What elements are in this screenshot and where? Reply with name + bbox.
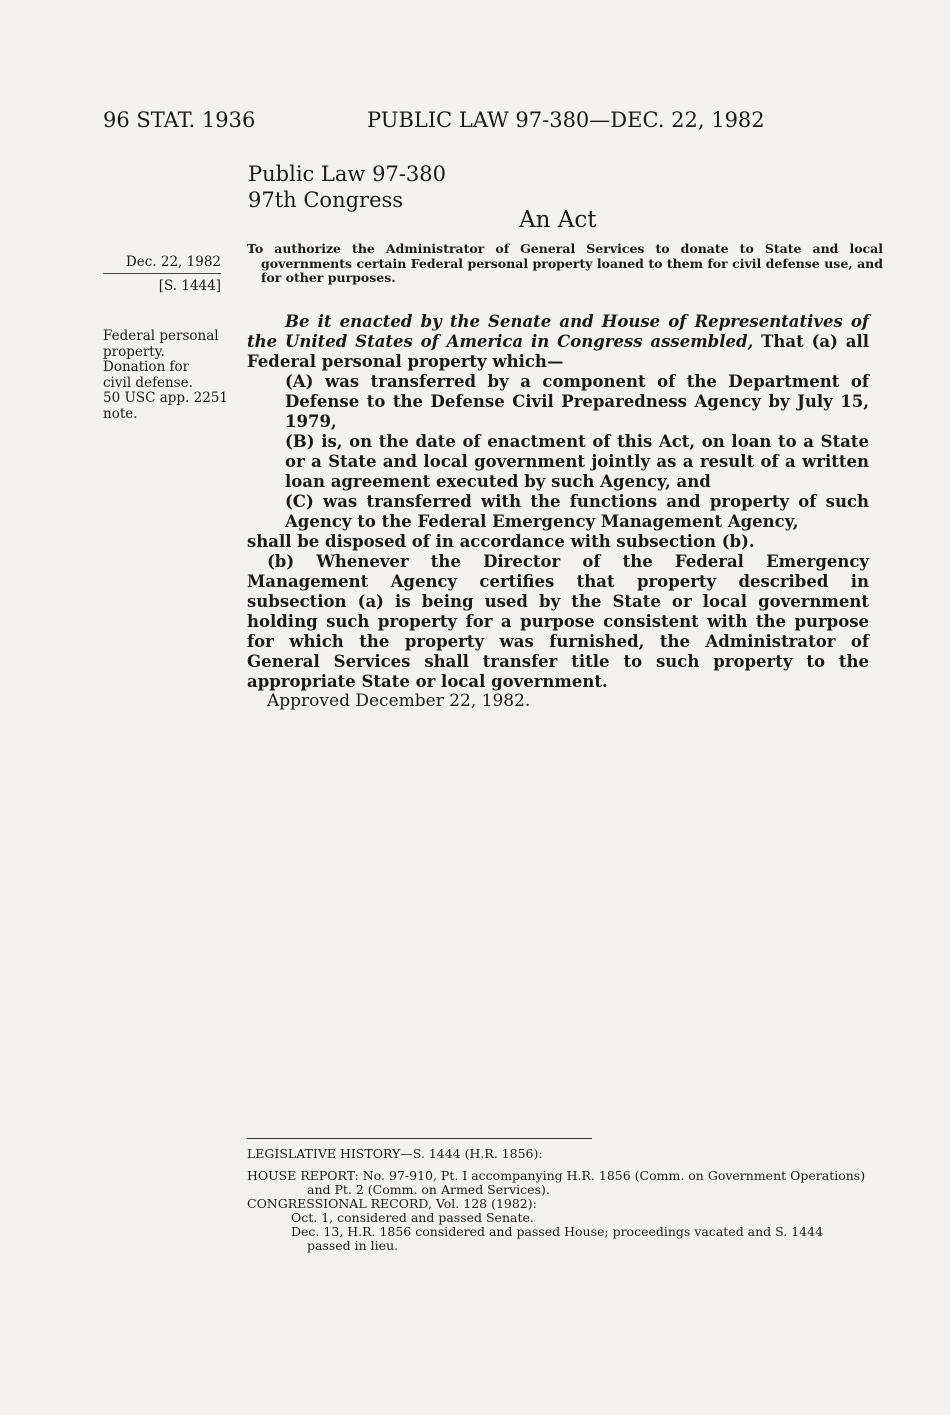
enactment-date: Dec. 22, 1982	[103, 254, 221, 274]
congressional-record: CONGRESSIONAL RECORD, Vol. 128 (1982):	[247, 1196, 537, 1211]
enacting-clause	[247, 312, 869, 372]
margin-note: 50 USC app. 2251	[103, 390, 228, 406]
margin-date-block	[103, 254, 221, 294]
clause-c: (C) was transferred with the functions and property of such Agency to the Federal Emergency Management Agency,	[285, 492, 869, 531]
margin-note: note.	[103, 405, 138, 422]
congress-number: 97th Congress	[248, 188, 404, 212]
legislative-history	[247, 1138, 869, 1253]
record-entry: Dec. 13, H.R. 1856 considered and passed House; proceedings vacated and S. 1444 passed in lieu.	[291, 1224, 824, 1253]
law-title-block	[248, 161, 446, 213]
margin-notes	[103, 329, 233, 422]
enacting-formula: Be it enacted by the Senate and House of Representatives of the United States of America in Congress assembled,	[247, 312, 869, 351]
clause-a: (A) was transferred by a component of the Department of Defense to the Defense Civil Preparedness Agency by July 15, 1979,	[285, 372, 869, 431]
margin-note: Donation for	[103, 359, 190, 375]
house-report: HOUSE REPORT: No. 97-910, Pt. I accompanying H.R. 1856 (Comm. on Government Operations) and Pt. 2 (Comm. on Armed Services).	[247, 1168, 866, 1197]
subsection-b: (b) Whenever the Director of the Federal Emergency Management Agency certifies that property described in subsection (a) is being used by the State or local government holding such property for a purpose consistent with the purpose for which the property was furnished, the Administrator of General Services shall transfer title to such property to the appropriate State or local government.	[247, 552, 869, 691]
record-entry: Oct. 1, considered and passed Senate.	[291, 1210, 534, 1225]
act-title: An Act	[519, 207, 597, 233]
section-a-intro: That (a) all Federal personal property which—	[247, 332, 869, 371]
bill-number: [S. 1444]	[158, 278, 221, 294]
act-body	[247, 312, 869, 692]
running-header: PUBLIC LAW 97-380—DEC. 22, 1982	[367, 108, 765, 132]
purpose-statement: To authorize the Administrator of General Services to donate to State and local governments certain Federal personal property loaned to them for civil defense use, and for other purposes.	[247, 241, 883, 285]
margin-note: civil defense.	[103, 374, 193, 391]
divider	[247, 1138, 592, 1139]
disposal-clause: shall be disposed of in accordance with subsection (b).	[247, 532, 755, 551]
statute-page-number: 96 STAT. 1936	[103, 108, 256, 132]
law-number: Public Law 97-380	[248, 162, 446, 186]
history-heading: LEGISLATIVE HISTORY—S. 1444 (H.R. 1856):	[247, 1146, 543, 1161]
margin-note: property.	[103, 343, 165, 360]
margin-note: Federal personal	[103, 328, 219, 344]
approval-line: Approved December 22, 1982.	[267, 691, 531, 711]
clause-b: (B) is, on the date of enactment of this Act, on loan to a State or a State and local government jointly as a result of a written loan agreement executed by such Agency, and	[285, 432, 869, 491]
